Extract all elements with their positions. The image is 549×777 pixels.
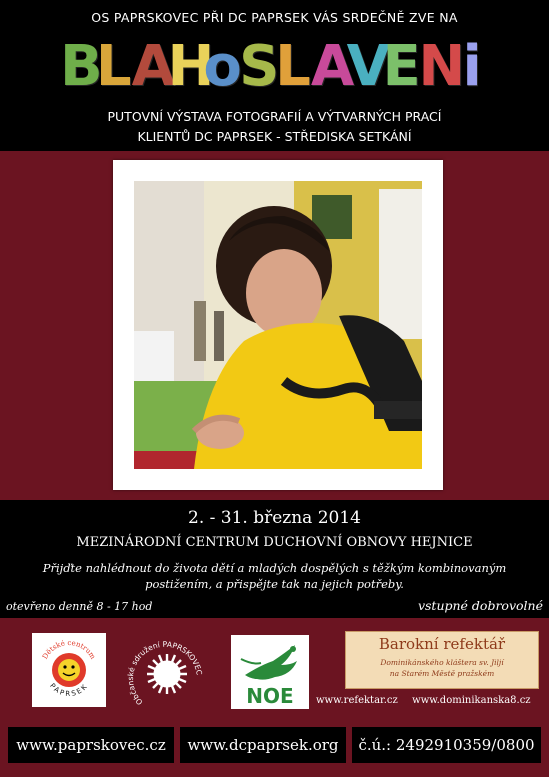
url-dominikanska[interactable]: www.dominikanska8.cz [412,695,531,706]
footer-web-dcpaprsek[interactable]: www.dcpaprsek.org [180,727,346,763]
event-date: 2. - 31. března 2014 [188,508,361,528]
dc-paprsek-logo [32,633,106,707]
exhibition-photo [134,181,422,469]
entry-fee: vstupné dobrovolné [417,598,543,613]
title-letter: A [131,34,175,99]
opening-hours: otevřeno denně 8 - 17 hod [6,600,153,613]
title-letter: E [382,34,421,99]
title-letter: A [310,34,355,99]
title-letter: H [167,34,215,99]
title-letter: V [346,34,390,99]
subtitle-line-1: PUTOVNÍ VÝSTAVA FOTOGRAFIÍ A VÝTVARNÝCH PRACÍ [107,109,442,124]
title-letter: N [418,34,466,99]
paprskovec-logo [123,630,207,714]
title-letter: B [60,34,103,99]
exhibition-title [60,27,490,107]
barokni-title: Barokní refektář [378,635,506,653]
organizer-line: OS PAPRSKOVEC PŘI DC PAPRSEK VÁS SRDEČNĚ ZVE NA [91,10,458,25]
noe-logo [231,635,309,709]
title-letter: o [203,34,242,99]
footer-bank-account: č.ú.: 2492910359/0800 [352,727,541,763]
noe-text: NOE [246,684,294,708]
footer-web-paprskovec[interactable]: www.paprskovec.cz [8,727,174,763]
dc-bottom-text: PAPRSEK [48,681,90,699]
barokni-subtitle-2: na Starém Městě pražském [389,669,495,678]
title-letter: L [95,34,132,99]
event-venue: MEZINÁRODNÍ CENTRUM DUCHOVNÍ OBNOVY HEJNICE [76,535,473,550]
photo-frame [113,160,443,490]
paprskovec-ring-text: Občanské sdružení PAPRSKOVEC [126,639,204,707]
dc-ring-text: Dětské centrum [40,638,98,661]
title-letter: i [462,34,482,99]
event-description: Přijďte nahlédnout do života dětí a mladých dospělých s těžkým kombinovaným postižením, a přispějte tak na jejich potřeby. [42,561,507,591]
title-letter: L [275,34,311,99]
barokni-refektar-logo [345,631,539,689]
barokni-subtitle-1: Dominikánského kláštera sv. Jiljí [380,658,504,667]
url-refektar[interactable]: www.refektar.cz [316,695,398,706]
partner-urls [316,695,531,706]
title-letter: S [239,34,280,99]
subtitle-line-2: KLIENTŮ DC PAPRSEK - STŘEDISKA SETKÁNÍ [137,129,412,144]
